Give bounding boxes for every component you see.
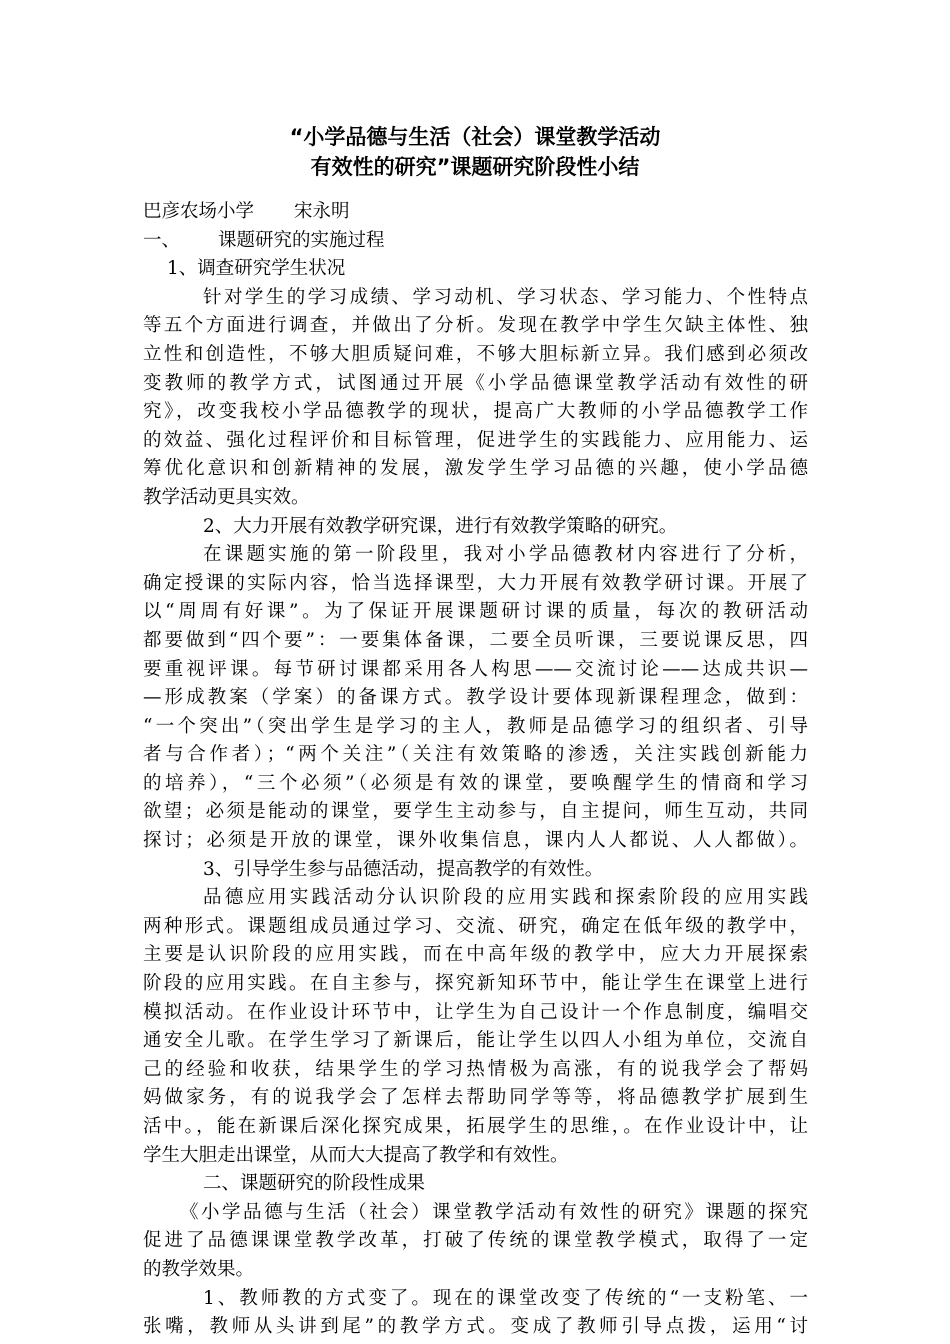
paragraph-line: 等五个方面进行调查，并做出了分析。发现在教学中学生欠缺主体性、独 (143, 315, 808, 337)
paragraph-line: 妈做家务，有的说我学会了怎样去帮助同学等等，将品德教学扩展到生 (143, 1087, 808, 1109)
paragraph-line: 己的经验和收获，结果学生的学习热情极为高涨，有的说我学会了帮妈 (143, 1058, 808, 1080)
section-heading-2: 二、课题研究的阶段性成果 (203, 1173, 426, 1195)
paragraph-line: 通安全儿歌。在学生学习了新课后，能让学生以四人小组为单位，交流自 (143, 1030, 808, 1052)
paragraph-line: 的培养），“三个必须”（必须是有效的课堂，要唤醒学生的情商和学习 (143, 772, 808, 794)
paragraph-line: 的效益、强化过程评价和目标管理，促进学生的实践能力、应用能力、运 (143, 429, 808, 451)
paragraph-line: 1、教师教的方式变了。现在的课堂改变了传统的“一支粉笔、一 (203, 1287, 808, 1309)
document-title-line-2: 有效性的研究”课题研究阶段性小结 (310, 155, 640, 179)
paragraph-line: 教学活动更具实效。 (143, 486, 310, 508)
paragraph-line: 针对学生的学习成绩、学习动机、学习状态、学习能力、个性特点 (203, 286, 808, 308)
paragraph-line: 都要做到“四个要”：一要集体备课，二要全员听课，三要说课反思，四 (143, 629, 808, 651)
paragraph-line: 以“周周有好课”。为了保证开展课题研讨课的质量，每次的教研活动 (143, 601, 808, 623)
paragraph-line: 《小学品德与生活（社会）课堂教学活动有效性的研究》课题的探究 (180, 1201, 808, 1223)
paragraph-line: 欲望；必须是能动的课堂，要学生主动参与，自主提问，师生互动，共同 (143, 801, 808, 823)
paragraph-line: 探讨；必须是开放的课堂，课外收集信息，课内人人都说、人人都做）。 (143, 830, 808, 852)
paragraph-line: 阶段的应用实践。在自主参与，探究新知环节中，能让学生在课堂上进行 (143, 973, 808, 995)
author-name: 宋永明 (294, 201, 350, 222)
paragraph-line: 立性和创造性，不够大胆质疑问难，不够大胆标新立异。我们感到必须改 (143, 343, 808, 365)
section-heading-1 (143, 227, 808, 256)
subsection-heading-3: 3、引导学生参与品德活动，提高教学的有效性。 (203, 858, 604, 880)
paragraph-line: 在课题实施的第一阶段里，我对小学品德教材内容进行了分析， (203, 544, 808, 566)
paragraph-line: 模拟活动。在作业设计环节中，让学生为自己设计一个作息制度，编唱交 (143, 1001, 808, 1023)
paragraph-line: 变教师的教学方式，试图通过开展《小学品德课堂教学活动有效性的研 (143, 372, 808, 394)
paragraph-line: “一个突出”（突出学生是学习的主人，教师是品德学习的组织者、引导 (143, 715, 808, 737)
paragraph-line: —形成教案（学案）的备课方式。教学设计要体现新课程理念，做到： (143, 687, 808, 709)
paragraph-line: 确定授课的实际内容，恰当选择课型，大力开展有效教学研讨课。开展了 (143, 572, 808, 594)
paragraph-line: 主要是认识阶段的应用实践，而在中高年级的教学中，应大力开展探索 (143, 944, 808, 966)
paragraph-line: 活中。，能在新课后深化探究成果，拓展学生的思维，。在作业设计中，让 (143, 1116, 808, 1137)
section-title: 课题研究的实施过程 (218, 229, 385, 251)
subsection-heading-1: 1、调查研究学生状况 (167, 258, 346, 280)
section-number: 一、 (143, 229, 181, 251)
author-line (143, 198, 808, 227)
paragraph-line: 的教学效果。 (143, 1258, 255, 1280)
paragraph-line: 者与合作者）；“两个关注”（关注有效策略的渗透，关注实践创新能力 (143, 744, 808, 766)
paragraph-line: 究》，改变我校小学品德教学的现状，提高广大教师的小学品德教学工作 (143, 401, 808, 423)
document-title-line-1: “小学品德与生活（社会）课堂教学活动 (289, 125, 661, 149)
document-body (143, 198, 808, 1342)
paragraph-line: 筹优化意识和创新精神的发展，激发学生学习品德的兴趣，使小学品德 (143, 458, 808, 480)
paragraph-line: 两种形式。课题组成员通过学习、交流、研究，确定在低年级的教学中， (143, 915, 808, 937)
paragraph-line: 学生大胆走出课堂，从而大大提高了教学和有效性。 (143, 1144, 569, 1166)
paragraph-line: 促进了品德课课堂教学改革，打破了传统的课堂教学模式，取得了一定 (143, 1230, 808, 1252)
paragraph-line: 要重视评课。每节研讨课都采用各人构思——交流讨论——达成共识— (143, 658, 808, 680)
school-name: 巴彦农场小学 (143, 201, 255, 222)
paragraph-line: 张嘴，教师从头讲到尾”的教学方式。变成了教师引导点拨，运用“讨 (143, 1316, 808, 1338)
subsection-heading-2: 2、大力开展有效教学研究课，进行有效教学策略的研究。 (203, 515, 678, 537)
paragraph-line: 品德应用实践活动分认识阶段的应用实践和探索阶段的应用实践 (203, 887, 808, 909)
